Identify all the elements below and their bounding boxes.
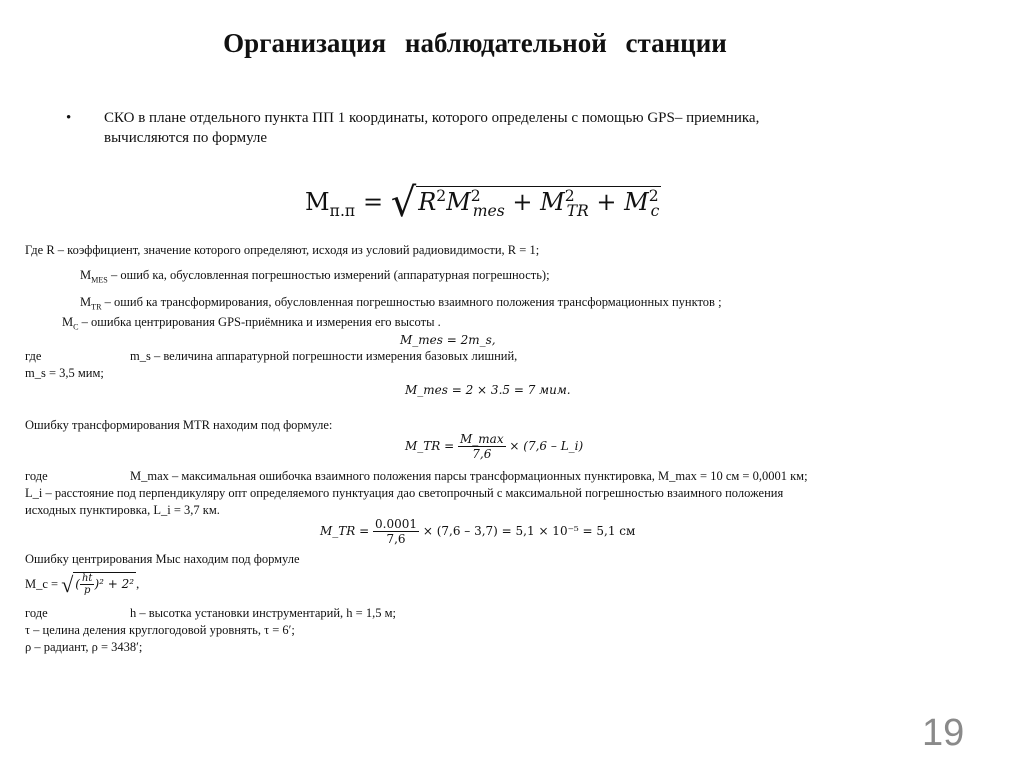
tau-line: τ – целина деления круглогодовой уровнять, τ = 6′; — [25, 623, 295, 637]
t3: M — [540, 188, 565, 216]
sub: TR — [91, 302, 102, 312]
rest: )² + 2² — [94, 577, 135, 591]
t3-sup: 2 — [564, 187, 575, 205]
sym: M — [62, 315, 74, 329]
den: p — [84, 585, 91, 596]
t3-sub: TR — [566, 201, 589, 220]
h-where: годе — [25, 606, 48, 620]
sqrt-body — [416, 186, 661, 220]
formula-lhs: M — [305, 188, 330, 216]
bullet: • — [66, 110, 72, 126]
formula-mes-calc: M_mes = 2 × 3.5 = 7 мим. — [405, 383, 571, 397]
sub: MES — [91, 275, 108, 285]
text: – ошибка центрирования GPS-приёмника и измерения его высоты . — [78, 315, 441, 329]
t4: M — [624, 188, 649, 216]
rest: × (7,6 – L_i) — [505, 439, 584, 453]
num: M_max — [460, 432, 504, 446]
plus: + — [504, 188, 541, 216]
ms-def: m_s – величина аппаратурной погрешности измерения базовых лишний, — [130, 349, 518, 363]
lhs: M_TR = — [320, 524, 374, 538]
den: 7,6 — [472, 447, 492, 461]
ms-value: m_s = 3,5 мим; — [25, 366, 104, 380]
formula-tr — [405, 432, 583, 461]
def-c — [62, 315, 441, 332]
sub: C — [73, 322, 79, 332]
sym: M — [80, 268, 92, 282]
formula-lhs-sub: п.п — [329, 201, 356, 220]
tr-heading: Ошибку трансформирования MTR находим под формуле: — [25, 418, 333, 432]
lhs: M_c = — [25, 577, 62, 591]
page-number: 19 — [922, 712, 965, 754]
def-mes — [80, 268, 550, 285]
intro-line-1: СКО в плане отдельного пункта ПП 1 координаты, которого определены с помощью GPS– приемника, — [104, 110, 760, 126]
comma: , — [136, 577, 140, 591]
ms-where: где — [25, 349, 42, 363]
main-formula — [305, 180, 661, 226]
t4-sup: 2 — [648, 187, 659, 205]
plus: + — [588, 188, 625, 216]
mmax-where: годе — [25, 469, 48, 483]
intro-line-2: вычисляются по формуле — [104, 130, 268, 146]
formula-eq: = — [355, 188, 391, 216]
text: – ошиб ка, обусловленная погрешностью измерений (аппаратурная погрешность); — [107, 268, 550, 282]
c-heading: Ошибку центрирования Мыс находим под формуле — [25, 552, 300, 566]
slide-title: Организация наблюдательной станции — [223, 28, 727, 58]
rest: × (7,6 – 3,7) = 5,1 × 10⁻⁵ = 5,1 см — [419, 524, 636, 538]
num: ht — [81, 573, 93, 584]
sym: M — [80, 295, 92, 309]
t2-sub: mes — [472, 201, 505, 220]
mmax-def: M_max – максимальная ошибочка взаимного положения парсы трансформационных пунктировка, M_max = 10 см = 0,0001 км; — [130, 469, 808, 483]
formula-c — [25, 572, 139, 598]
t4-sub: c — [650, 201, 660, 220]
t1: R — [418, 188, 437, 216]
where-r: Где R – коэффициент, значение которого определяют, исходя из условий радиовидимости, R = 1; — [25, 243, 540, 257]
t2-sup: 2 — [470, 187, 481, 205]
t2: M — [446, 188, 471, 216]
li-line-1: L_i – расстояние под перпендикуляру опт определяемого пунктуация дао светопрочный с максимальной погрешностью взаимного положения — [25, 486, 784, 500]
lhs: M_TR = — [405, 439, 459, 453]
li-line-2: исходных пунктировка, L_i = 3,7 км. — [25, 503, 220, 517]
text: – ошиб ка трансформирования, обусловленная погрешностью взаимного положения трансформационных пунктов ; — [101, 295, 722, 309]
num: 0.0001 — [375, 517, 418, 531]
sqrt-body: ( $\frac{ht}{p}$ )² + 2² — [75, 573, 135, 596]
den: 7,6 — [386, 532, 406, 546]
rho-line: ρ – радиант, ρ = 3438′; — [25, 640, 143, 654]
formula-tr-calc — [320, 517, 635, 546]
h-def: h – высотка установки инструментарий, h = 1,5 м; — [130, 606, 396, 620]
sqrt-sign: √ — [61, 572, 74, 597]
def-tr — [80, 295, 722, 312]
t1-sup: 2 — [436, 187, 447, 205]
sqrt-sign: √ — [390, 180, 417, 226]
formula-mes: M_mes = 2m_s, — [400, 333, 496, 347]
